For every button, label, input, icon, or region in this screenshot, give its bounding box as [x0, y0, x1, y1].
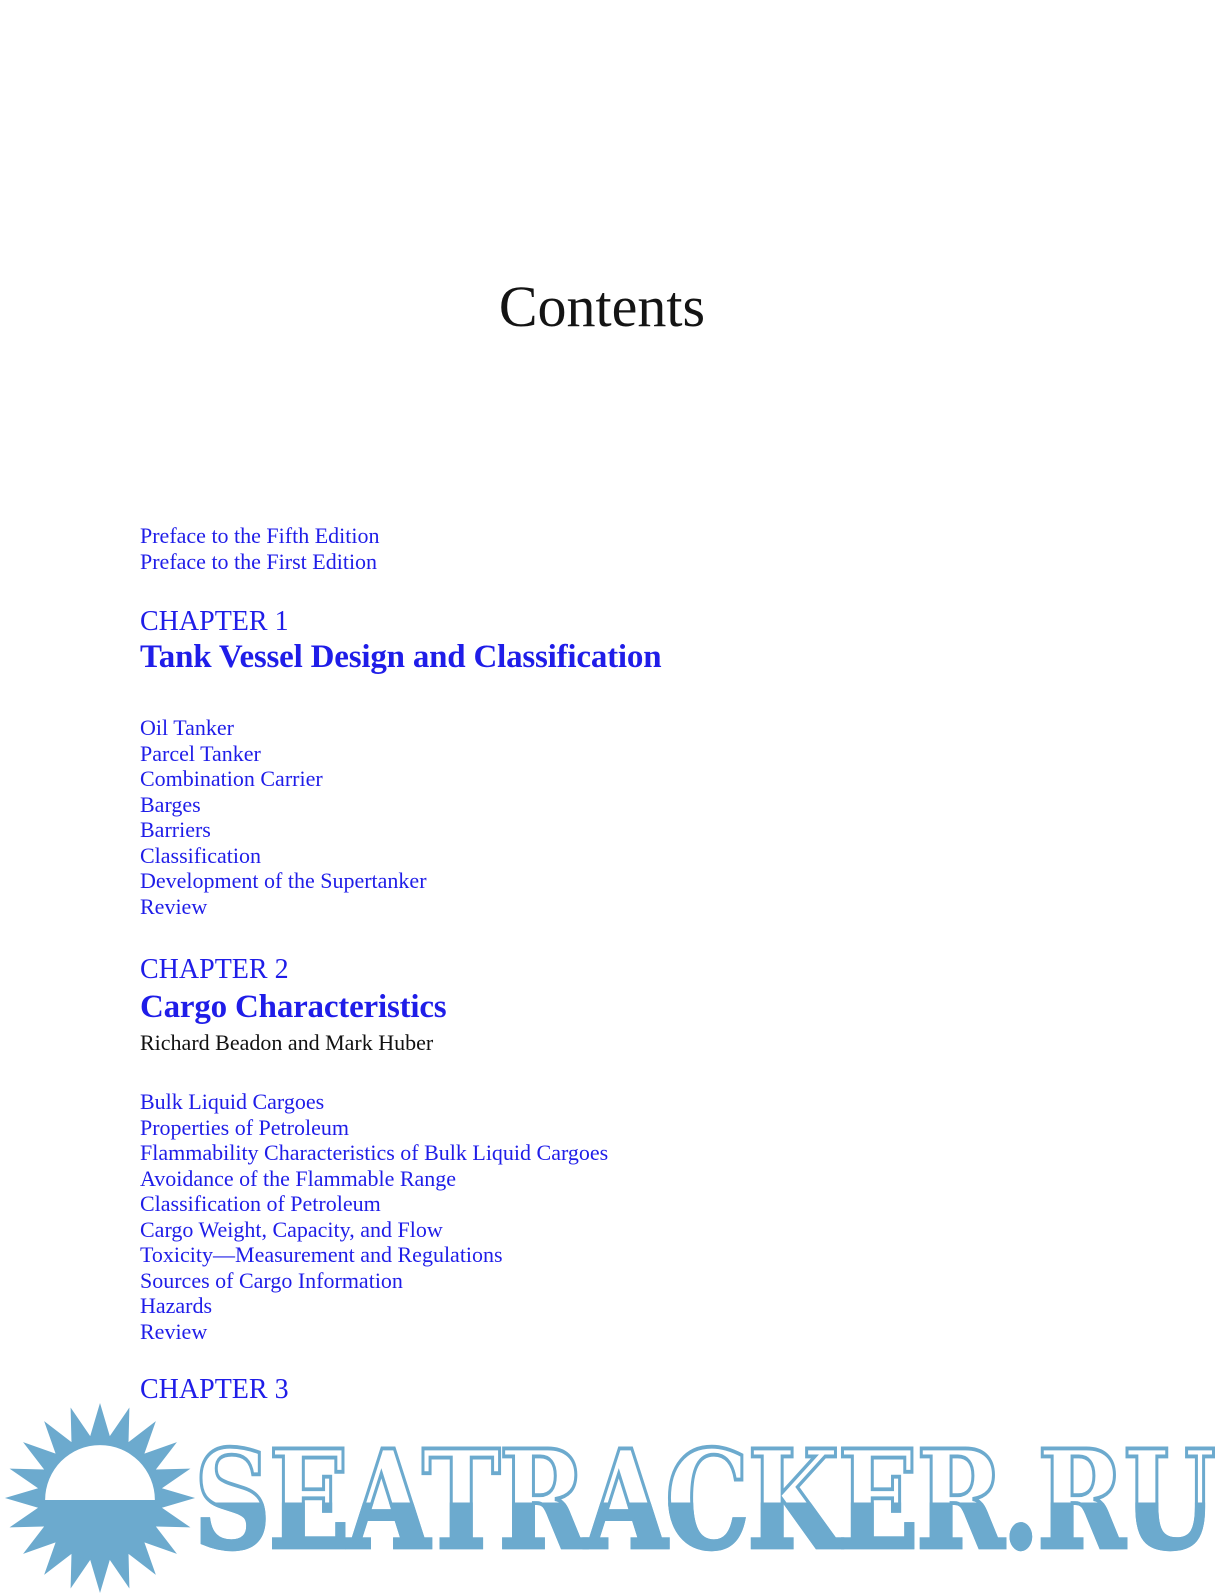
section-link[interactable]: Properties of Petroleum — [140, 1114, 349, 1140]
section-link[interactable]: Sources of Cargo Information — [140, 1267, 403, 1293]
section-link[interactable]: Hazards — [140, 1293, 213, 1318]
watermark-text-wrap — [194, 1419, 1214, 1580]
page-title: Contents — [498, 274, 706, 339]
chapter-label — [140, 953, 289, 987]
seatracker-watermark — [0, 1398, 1228, 1593]
front-matter-links — [140, 523, 380, 575]
section-link[interactable]: Development of the Supertanker — [140, 868, 427, 893]
section-link[interactable]: Combination Carrier — [140, 766, 323, 791]
section-link[interactable]: Classification of Petroleum — [140, 1191, 381, 1216]
chapter-label — [140, 605, 289, 639]
chapter-title-link[interactable]: Cargo Characteristics — [140, 989, 447, 1025]
section-link[interactable]: Classification — [140, 842, 261, 868]
section-link[interactable]: Review — [140, 1318, 208, 1344]
preface-link[interactable]: Preface to the Fifth Edition — [140, 523, 380, 548]
section-link[interactable]: Bulk Liquid Cargoes — [140, 1089, 325, 1114]
chapter-title — [140, 636, 661, 678]
section-link[interactable]: Avoidance of the Flammable Range — [140, 1165, 457, 1191]
section-link[interactable]: Parcel Tanker — [140, 740, 261, 766]
section-link[interactable]: Cargo Weight, Capacity, and Flow — [140, 1216, 443, 1242]
chapter-label-link[interactable]: CHAPTER 2 — [140, 954, 289, 985]
watermark-text: SEATRACKER.RU — [194, 1419, 1214, 1580]
chapter-title — [140, 986, 446, 1028]
chapter-sections — [140, 1089, 608, 1344]
section-link[interactable]: Barriers — [140, 817, 211, 842]
chapter-byline: Richard Beadon and Mark Huber — [140, 1030, 434, 1055]
section-link[interactable]: Barges — [140, 791, 201, 817]
sun-with-rays-icon — [2, 1400, 198, 1593]
section-link[interactable]: Flammability Characteristics of Bulk Liquid Cargoes — [140, 1140, 609, 1165]
section-link[interactable]: Oil Tanker — [140, 715, 234, 740]
preface-link[interactable]: Preface to the First Edition — [140, 549, 378, 574]
chapter-label-link[interactable]: CHAPTER 1 — [140, 606, 289, 637]
chapter-sections — [140, 715, 427, 919]
chapter-label-link[interactable]: CHAPTER 3 — [140, 1374, 289, 1405]
chapter-title-link[interactable]: Tank Vessel Design and Classification — [140, 639, 662, 675]
section-link[interactable]: Review — [140, 893, 208, 919]
section-link[interactable]: Toxicity—Measurement and Regulations — [140, 1242, 503, 1267]
